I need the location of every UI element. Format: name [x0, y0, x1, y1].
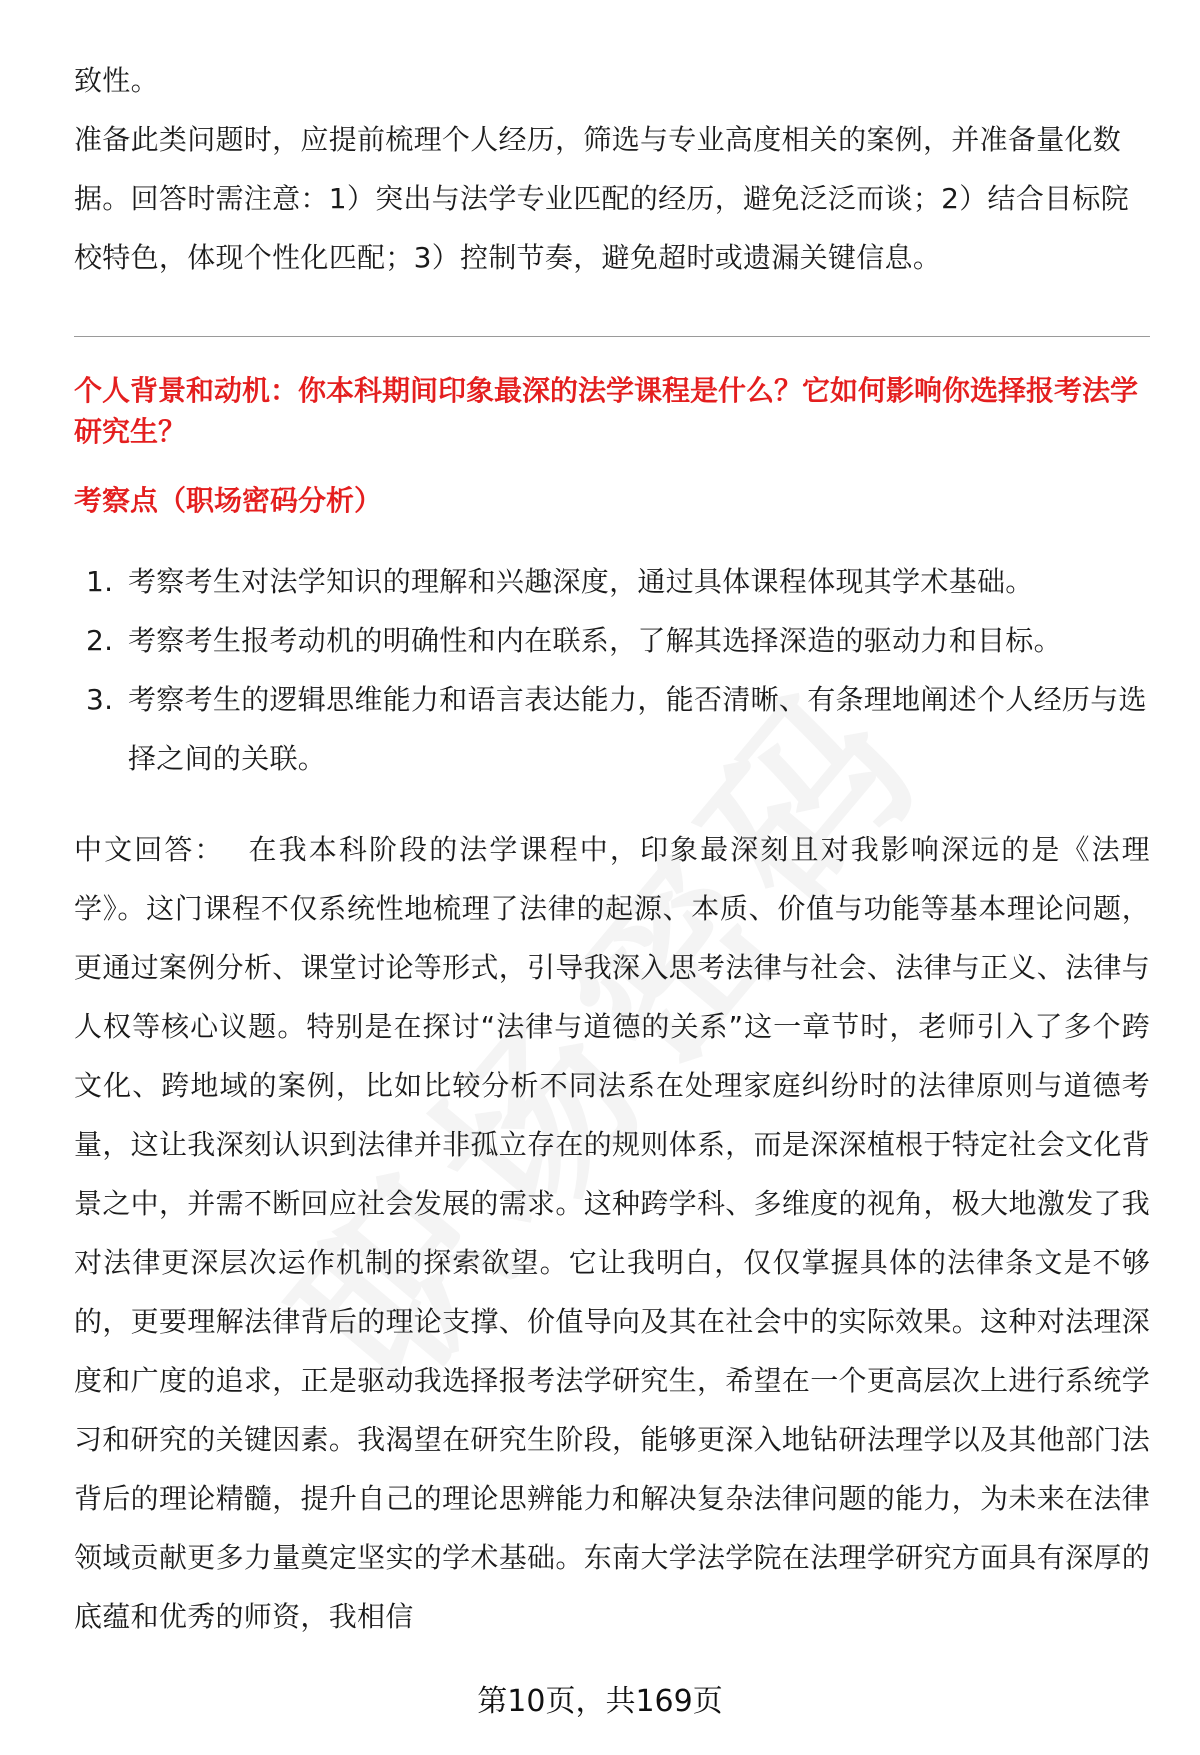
answer-paragraph [74, 820, 1150, 1646]
section-divider [74, 336, 1150, 337]
intro-paragraph: 准备此类问题时，应提前梳理个人经历，筛选与专业高度相关的案例，并准备量化数据。回答时需注意：1）突出与法学专业匹配的经历，避免泛泛而谈；2）结合目标院校特色，体现个性化匹配；3）控制节奏，避免超时或遗漏关键信息。 [74, 123, 1130, 274]
list-item [74, 611, 1150, 670]
answer-text: 在我本科阶段的法学课程中，印象最深刻且对我影响深远的是《法理学》。这门课程不仅系统性地梳理了法律的起源、本质、价值与功能等基本理论问题，更通过案例分析、课堂讨论等形式，引导我深入思考法律与社会、法律与正义、法律与人权等核心议题。特别是在探讨“法律与道德的关系”这一章节时，老师引入了多个跨文化、跨地域的案例，比如比较分析不同法系在处理家庭纠纷时的法律原则与道德考量，这让我深刻认识到法律并非孤立存在的规则体系，而是深深植根于特定社会文化背景之中，并需不断回应社会发展的需求。这种跨学科、多维度的视角，极大地激发了我对法律更深层次运作机制的探索欲望。它让我明白，仅仅掌握具体的法律条文是不够的，更要理解法律背后的理论支撑、价值导向及其在社会中的实际效果。这种对法理深度和广度的追求，正是驱动我选择报考法学研究生，希望在一个更高层次上进行系统学习和研究的关键因素。我渴望在研究生阶段，能够更深入地钻研法理学以及其他部门法背后的理论精髓，提升自己的理论思辨能力和解决复杂法律问题的能力，为未来在法律领域贡献更多力量奠定坚实的学术基础。东南大学法学院在法理学研究方面具有深厚的底蕴和优秀的师资，我相信 [74, 833, 1150, 1633]
assessment-points [74, 552, 1150, 788]
list-text: 考察考生报考动机的明确性和内在联系，了解其选择深造的驱动力和目标。 [128, 624, 1062, 657]
answer-label: 中文回答： [74, 833, 225, 866]
question-heading: 个人背景和动机：你本科期间印象最深的法学课程是什么？它如何影响你选择报考法学研究生？ [74, 374, 1139, 448]
page-number: 第10页，共169页 [477, 1684, 723, 1719]
list-number: 3. [86, 683, 114, 716]
intro-line: 致性。 [74, 64, 159, 97]
list-text: 考察考生对法学知识的理解和兴趣深度，通过具体课程体现其学术基础。 [128, 565, 1034, 598]
list-item [74, 552, 1150, 611]
list-number: 2. [86, 624, 114, 657]
assessment-label: 考察点（职场密码分析） [74, 484, 383, 517]
list-text: 考察考生的逻辑思维能力和语言表达能力，能否清晰、有条理地阐述个人经历与选择之间的关联。 [128, 683, 1147, 775]
list-number: 1. [86, 565, 114, 598]
list-item [74, 670, 1150, 788]
